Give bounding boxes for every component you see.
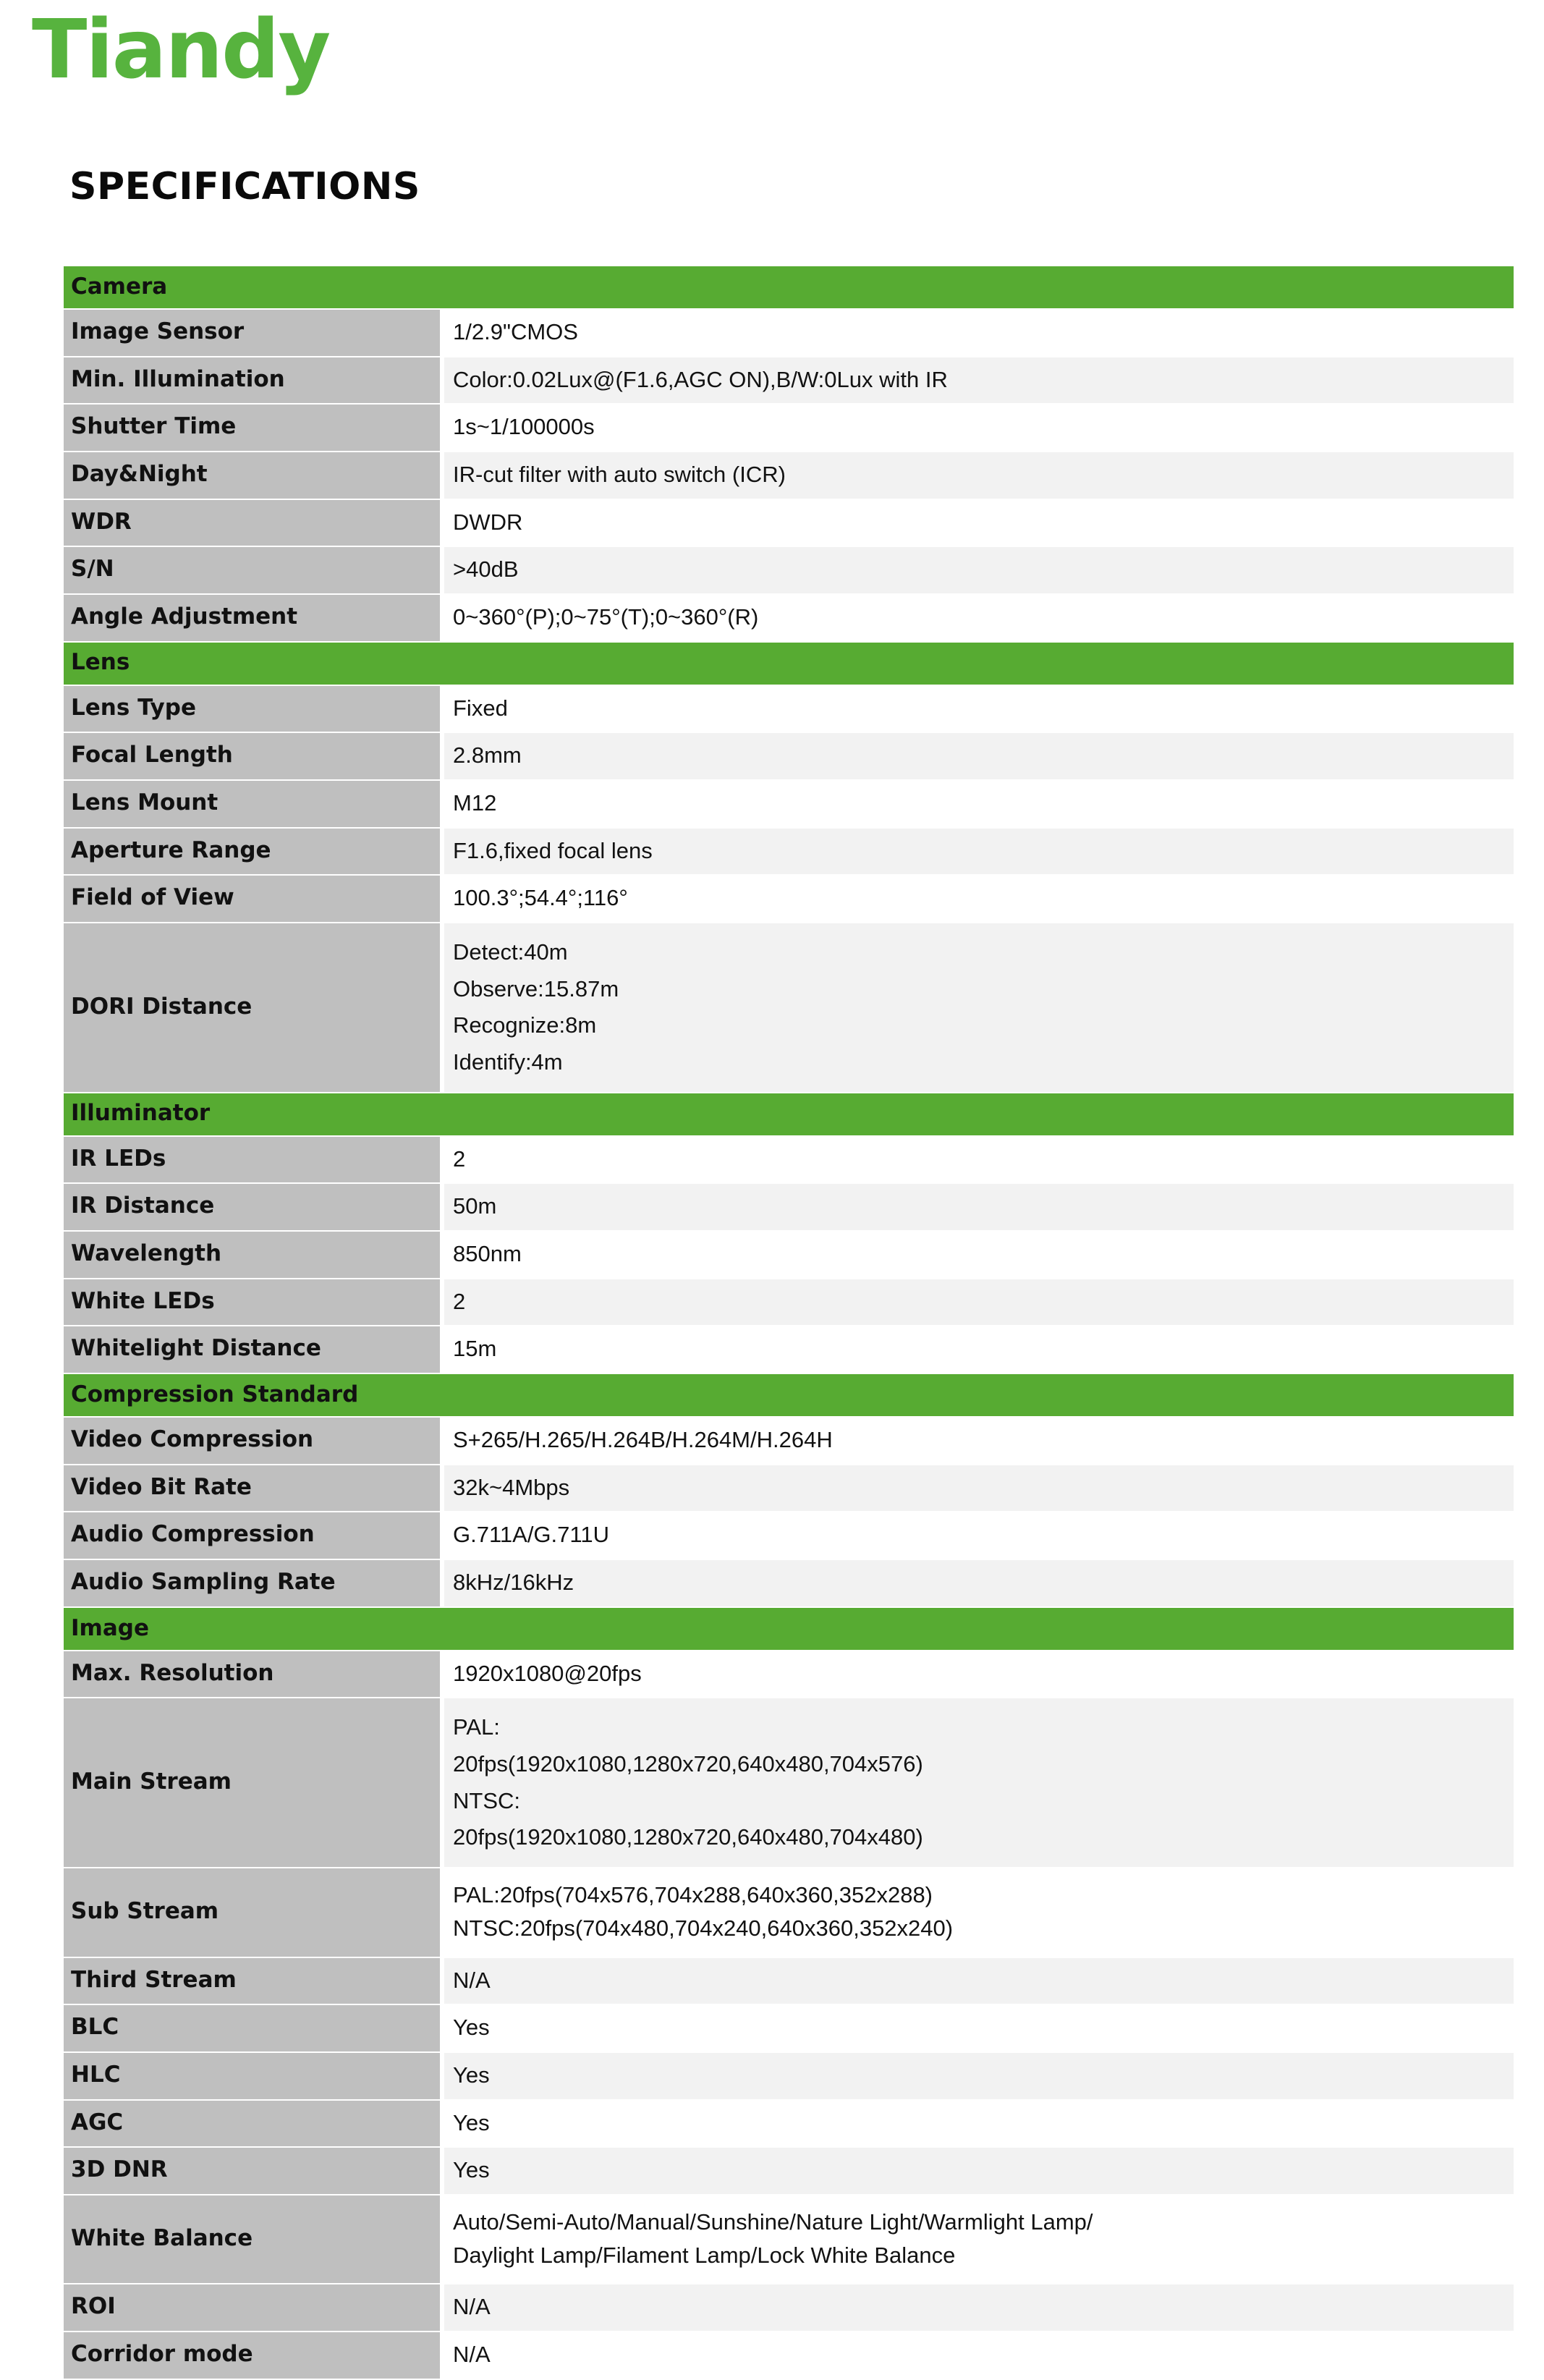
spec-label: Audio Sampling Rate [64,1560,440,1606]
spec-value-line: N/A [453,1967,491,1993]
spec-value-line: Identify:4m [453,1049,563,1075]
spec-value [440,1512,1514,1559]
spec-label: HLC [64,2053,440,2099]
spec-label: Image Sensor [64,310,440,356]
spec-value [440,1465,1514,1512]
spec-value [440,1279,1514,1326]
spec-value-line: Yes [453,2109,490,2135]
spec-label: Angle Adjustment [64,595,440,641]
spec-value-line: Detect:40m [453,939,568,965]
spec-value-line: Daylight Lamp/Filament Lamp/Lock White Balance [453,2242,956,2268]
section-header-label: Lens [64,643,1514,685]
spec-value [440,1232,1514,1278]
spec-label: Sub Stream [64,1868,440,1956]
spec-row [64,1465,1514,1512]
spec-row [64,1651,1514,1698]
spec-value-line: NTSC: [453,1787,520,1813]
spec-value-line: 2.8mm [453,742,522,768]
spec-row [64,2101,1514,2147]
spec-value-line: 8kHz/16kHz [453,1570,574,1596]
specifications-table [64,265,1514,2380]
spec-value [440,547,1514,593]
spec-row [64,686,1514,732]
spec-value-line: Color:0.02Lux@(F1.6,AGC ON),B/W:0Lux with IR [453,366,948,392]
spec-value-line: N/A [453,2341,491,2367]
spec-value-line: 20fps(1920x1080,1280x720,640x480,704x480) [453,1824,923,1850]
spec-row [64,1560,1514,1606]
spec-label: Field of View [64,876,440,922]
spec-value [440,1651,1514,1698]
spec-label: Corridor mode [64,2332,440,2379]
spec-row [64,1137,1514,1183]
spec-row [64,2053,1514,2099]
spec-value-line: PAL: [453,1714,500,1740]
spec-value-line: 2 [453,1145,466,1172]
spec-value [440,357,1514,404]
spec-value [440,405,1514,451]
specifications-table-body [64,266,1514,2379]
spec-value [440,1137,1514,1183]
spec-row [64,405,1514,451]
spec-value-line: Recognize:8m [453,1012,597,1038]
spec-row [64,2195,1514,2283]
spec-value [440,500,1514,546]
spec-value-line: F1.6,fixed focal lens [453,837,653,863]
spec-row [64,1512,1514,1559]
spec-label: ROI [64,2284,440,2331]
spec-value [440,2053,1514,2099]
spec-label: IR Distance [64,1184,440,1230]
spec-label: Video Bit Rate [64,1465,440,1512]
spec-value-line: 0~360°(P);0~75°(T);0~360°(R) [453,604,759,630]
spec-row [64,310,1514,356]
spec-value [440,1326,1514,1373]
spec-value-line: 50m [453,1193,497,1219]
section-header-row [64,643,1514,685]
spec-row [64,2332,1514,2379]
spec-label: IR LEDs [64,1137,440,1183]
section-header-label: Compression Standard [64,1374,1514,1416]
spec-row [64,1326,1514,1373]
section-header-label: Illuminator [64,1093,1514,1135]
spec-label: Lens Type [64,686,440,732]
spec-row [64,2284,1514,2331]
spec-row [64,2148,1514,2194]
spec-value [440,1698,1514,1867]
spec-value-line: 2 [453,1288,466,1314]
spec-label: Max. Resolution [64,1651,440,1698]
spec-value [440,2101,1514,2147]
spec-value-line: NTSC:20fps(704x480,704x240,640x360,352x240) [453,1915,954,1941]
spec-row [64,923,1514,1092]
spec-value [440,1560,1514,1606]
spec-value-line: Fixed [453,695,508,721]
spec-label: Video Compression [64,1418,440,1464]
spec-value [440,923,1514,1092]
spec-value [440,2195,1514,2283]
spec-value-line: Auto/Semi-Auto/Manual/Sunshine/Nature Light/Warmlight Lamp/ [453,2209,1093,2235]
spec-row [64,1232,1514,1278]
spec-value [440,781,1514,827]
spec-value-line: S+265/H.265/H.264B/H.264M/H.264H [453,1427,833,1453]
spec-value [440,310,1514,356]
brand-logo-text: Tiandy [32,3,330,97]
spec-label: 3D DNR [64,2148,440,2194]
spec-label: Day&Night [64,452,440,499]
spec-value [440,876,1514,922]
spec-row [64,2005,1514,2051]
section-header-row [64,1374,1514,1416]
spec-value-line: 1920x1080@20fps [453,1660,642,1686]
spec-label: S/N [64,547,440,593]
spec-value-line: 1s~1/100000s [453,414,595,440]
spec-value [440,2148,1514,2194]
spec-value-line: 1/2.9"CMOS [453,319,578,344]
section-header-label: Camera [64,266,1514,308]
spec-row [64,1868,1514,1956]
section-header-label: Image [64,1608,1514,1650]
section-header-row [64,266,1514,308]
spec-value [440,1418,1514,1464]
spec-value-line: IR-cut filter with auto switch (ICR) [453,462,786,488]
spec-row [64,1184,1514,1230]
spec-label: WDR [64,500,440,546]
spec-row [64,1958,1514,2004]
spec-row [64,733,1514,779]
spec-row [64,357,1514,404]
spec-value-line: DWDR [453,509,523,535]
spec-label: Lens Mount [64,781,440,827]
section-header-row [64,1093,1514,1135]
spec-value-line: >40dB [453,556,519,583]
spec-value-line: 15m [453,1336,497,1362]
spec-value-line: Observe:15.87m [453,975,619,1001]
spec-value [440,1868,1514,1956]
spec-value-line: PAL:20fps(704x576,704x288,640x360,352x288) [453,1882,933,1908]
spec-label: Aperture Range [64,829,440,875]
spec-row [64,1418,1514,1464]
spec-row [64,452,1514,499]
spec-label: Shutter Time [64,405,440,451]
spec-value [440,1958,1514,2004]
spec-label: Audio Compression [64,1512,440,1559]
spec-row [64,781,1514,827]
spec-row [64,1279,1514,1326]
spec-label: Whitelight Distance [64,1326,440,1373]
spec-value [440,1184,1514,1230]
brand-logo [32,0,329,104]
spec-value-line: Yes [453,2062,490,2088]
spec-label: Wavelength [64,1232,440,1278]
spec-value [440,452,1514,499]
spec-row [64,595,1514,641]
spec-value-line: 100.3°;54.4°;116° [453,885,628,911]
spec-label: White LEDs [64,1279,440,1326]
spec-row [64,829,1514,875]
page-title: SPECIFICATIONS [69,165,420,208]
spec-label: Main Stream [64,1698,440,1867]
spec-value-line: 20fps(1920x1080,1280x720,640x480,704x576) [453,1751,923,1777]
spec-label: BLC [64,2005,440,2051]
spec-value-line: Yes [453,2157,490,2183]
spec-value [440,595,1514,641]
spec-row [64,547,1514,593]
spec-label: AGC [64,2101,440,2147]
spec-value-line: 32k~4Mbps [453,1474,570,1500]
spec-value [440,2332,1514,2379]
spec-value [440,829,1514,875]
spec-row [64,500,1514,546]
spec-label: Min. Illumination [64,357,440,404]
spec-label: Focal Length [64,733,440,779]
spec-row [64,1698,1514,1867]
spec-label: White Balance [64,2195,440,2283]
section-header-row [64,1608,1514,1650]
spec-value [440,733,1514,779]
spec-value-line: M12 [453,790,497,816]
spec-value-line: 850nm [453,1241,522,1267]
spec-label: Third Stream [64,1958,440,2004]
spec-value [440,2005,1514,2051]
spec-value [440,2284,1514,2331]
spec-value-line: G.711A/G.711U [453,1522,609,1548]
spec-row [64,876,1514,922]
spec-value-line: N/A [453,2294,491,2320]
spec-value [440,686,1514,732]
spec-label: DORI Distance [64,923,440,1092]
spec-value-line: Yes [453,2015,490,2041]
